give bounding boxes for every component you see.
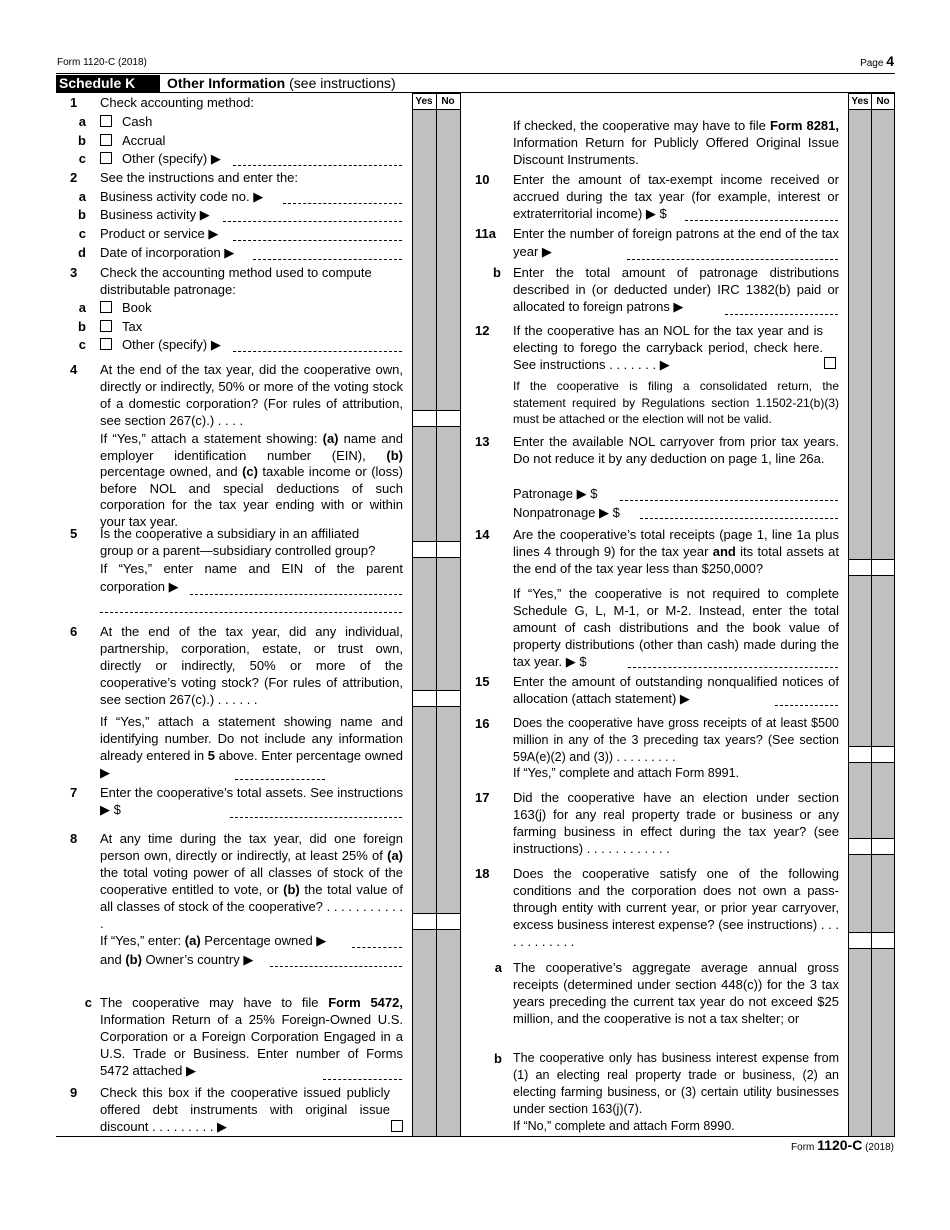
q8-text-part: the total voting power of all classes of stock of the cooperative entitled to vote, or <box>100 865 403 897</box>
footer-form-number: 1120-C <box>817 1137 863 1153</box>
page-label: Page <box>860 58 884 69</box>
footer-year: (2018) <box>865 1142 894 1153</box>
q14-no-box[interactable] <box>872 559 894 576</box>
q11a-number: 11a <box>475 226 496 241</box>
q13-nonpatronage-label: Nonpatronage ▶ $ <box>513 505 620 520</box>
q4-text <box>100 361 403 429</box>
q4-note-part: name and employer identification number (EIN), <box>100 431 403 463</box>
q18-text <box>513 865 839 950</box>
q1-accrual-checkbox[interactable] <box>100 134 112 146</box>
col-line <box>848 93 849 1136</box>
q9-checkbox[interactable] <box>391 1120 403 1132</box>
q16-yes-box[interactable] <box>849 746 871 763</box>
q16-text <box>513 715 839 766</box>
q5-number: 5 <box>70 526 78 541</box>
form-id-header: Form 1120-C (2018) <box>57 57 147 68</box>
footer-form-id <box>791 1137 894 1156</box>
q8-text-part: the total value of all classes of stock of the cooperative? <box>100 882 403 914</box>
q1-accrual-label: Accrual <box>122 133 166 148</box>
q3-other-checkbox[interactable] <box>100 338 112 350</box>
page-number-label <box>860 53 894 72</box>
q6-question: At the end of the tax year, did any individual, partnership, corporation, estate, or trust own, directly or indirectly, 50% or more of the cooperative’s voting stock? (For rules of attribution, see section 267(c).) <box>100 624 403 707</box>
q2-number: 2 <box>70 170 78 185</box>
q8-text-part: If “Yes,” enter: <box>100 933 185 948</box>
q2d-label: Date of incorporation ▶ <box>100 245 235 260</box>
q17-yes-box[interactable] <box>849 838 871 855</box>
q4-question: At the end of the tax year, did the cooperative own, directly or indirectly, 50% or more of the voting stock of a domestic corporation? (For rules of attribution, see section 267(c).) <box>100 362 403 428</box>
q8-text-part: Percentage owned ▶ <box>200 933 327 948</box>
q4-note-part: percentage owned, and <box>100 464 243 479</box>
q15-number: 15 <box>475 674 490 689</box>
q4-note-part: If “Yes,” attach a statement showing: <box>100 431 323 446</box>
q2b-letter: b <box>78 207 86 222</box>
q18-no-box[interactable] <box>872 932 894 949</box>
q17-question: Did the cooperative have an election under section 163(j) for any real property trade or business or any farming business in effect during the tax year? (see instructions) <box>513 790 839 856</box>
q12-question: If the cooperative has an NOL for the tax year and is electing to forego the carryback period, check here. See instructions <box>513 323 823 372</box>
q12-checkbox[interactable] <box>824 357 836 369</box>
schedule-title-bold: Other Information <box>167 75 286 91</box>
q2b-field[interactable] <box>223 221 402 222</box>
q8-text <box>100 830 403 932</box>
q15-field[interactable] <box>775 705 838 706</box>
leader-dots: . . . . . . . ▶ <box>609 357 670 372</box>
q8-percentage-field[interactable] <box>352 947 402 948</box>
q4-note-part: taxable income or (loss) before NOL and special deductions of such corporation for the tax year ending with or within your tax year. <box>100 464 403 529</box>
q12-number: 12 <box>475 323 490 338</box>
q5-line2: group or a parent—subsidiary controlled group? <box>100 543 376 558</box>
q18a-letter: a <box>494 960 502 975</box>
col-line <box>460 93 461 1136</box>
q17-text <box>513 789 839 857</box>
q18-number: 18 <box>475 866 490 881</box>
q16-no-box[interactable] <box>872 746 894 763</box>
q5-line1: Is the cooperative a subsidiary in an affiliated <box>100 526 360 541</box>
q3-line2: distributable patronage: <box>100 282 236 297</box>
q15-text: Enter the amount of outstanding nonqualified notices of allocation (attach statement) ▶ <box>513 674 839 706</box>
q8-ref: (b) <box>283 882 300 897</box>
q7-assets-field[interactable] <box>230 817 402 818</box>
q8-ref: (b) <box>125 952 142 967</box>
q4-note-ref: (a) <box>322 431 339 446</box>
q14-number: 14 <box>475 527 490 542</box>
q10-number: 10 <box>475 172 490 187</box>
q3-line1: Check the accounting method used to compute <box>100 265 372 280</box>
q14-text-part: its total assets at the end of the tax year less than $250,000? <box>513 544 839 576</box>
schedule-title <box>167 75 396 92</box>
q9-cont-part: Information Return for Publicly Offered Original Issue Discount Instruments. <box>513 135 839 167</box>
q16-number: 16 <box>475 716 490 731</box>
q8-text-part: At any time during the tax year, did one foreign person own, directly or indirectly, at least 25% of <box>100 831 403 863</box>
q17-no-box[interactable] <box>872 838 894 855</box>
page-number: 4 <box>886 53 894 69</box>
q3-tax-checkbox[interactable] <box>100 320 112 332</box>
q18-yes-box[interactable] <box>849 932 871 949</box>
q8-country-label <box>100 951 253 968</box>
q8-yes-box[interactable] <box>413 913 436 930</box>
q4-number: 4 <box>70 362 78 377</box>
q18b-letter: b <box>494 1051 502 1066</box>
q2a-label: Business activity code no. ▶ <box>100 189 264 204</box>
footer-form-word: Form <box>791 1142 815 1153</box>
q9-number: 9 <box>70 1085 78 1100</box>
q14-and: and <box>712 544 736 559</box>
q1b-letter: b <box>78 133 86 148</box>
q3a-letter: a <box>78 300 86 315</box>
q13-patronage-field[interactable] <box>620 500 838 501</box>
q9-question: Check this box if the cooperative issued publicly offered debt instruments with original issue discount <box>100 1085 390 1134</box>
q8-ref: (a) <box>387 848 403 863</box>
leader-dots: . . . . . . . . . . . . <box>100 899 403 931</box>
q8-percentage-label <box>100 932 326 949</box>
no-header: No <box>441 96 455 107</box>
q14-text <box>513 526 839 577</box>
q16-question: Does the cooperative have gross receipts of at least $500 million in any of the 3 preceding tax years? (See section 59A(e)(2) and (3)) <box>513 716 839 764</box>
q3-other-label: Other (specify) ▶ <box>122 337 221 352</box>
q1-other-checkbox[interactable] <box>100 152 112 164</box>
schedule-rule <box>56 92 895 93</box>
q5-name-field[interactable] <box>190 594 402 595</box>
col-line <box>436 93 437 1136</box>
q6-text <box>100 623 403 708</box>
q3-number: 3 <box>70 265 78 280</box>
q4-note-ref: (c) <box>242 464 258 479</box>
q11b-field[interactable] <box>725 314 838 315</box>
q6-note-ref: 5 <box>207 748 215 763</box>
q1-other-field[interactable] <box>233 165 402 166</box>
q6-note <box>100 713 403 781</box>
q6-no-box[interactable] <box>437 690 460 707</box>
q8c-text-part: Information Return of a 25% Foreign-Owned U.S. Corporation or a Foreign Corporation Engaged in a U.S. Trade or Business. Enter number of Forms 5472 attached ▶ <box>100 1012 403 1078</box>
leader-dots: . . . . . . . . . . . . <box>586 841 670 856</box>
col-line <box>894 93 895 1136</box>
q14-text-part: Are the cooperative’s total receipts (page 1, line 1a plus lines 4 through 9) for the tax year <box>513 527 839 559</box>
q16-note: If “Yes,” complete and attach Form 8991. <box>513 766 740 780</box>
q13-patronage-label: Patronage ▶ $ <box>513 486 598 501</box>
q5-ein-field[interactable] <box>100 612 402 613</box>
q13-number: 13 <box>475 434 490 449</box>
q4-note <box>100 431 403 530</box>
q8c-forms-field[interactable] <box>323 1079 402 1080</box>
q3b-letter: b <box>78 319 86 334</box>
q14-amount-field[interactable] <box>628 667 838 668</box>
leader-dots: . . . . . . . . . . . . <box>513 917 839 949</box>
q1a-letter: a <box>78 114 86 129</box>
q2a-field[interactable] <box>283 203 402 204</box>
header-rule <box>56 73 895 74</box>
q7-text: Enter the cooperative’s total assets. See instructions ▶ $ <box>100 785 403 817</box>
q3-other-field[interactable] <box>233 351 402 352</box>
q1-other-label: Other (specify) ▶ <box>122 151 221 166</box>
q8-ref: (a) <box>184 933 201 948</box>
q18b-text: The cooperative only has business interest expense from (1) an electing real property trade or business, (2) an electing farming business, or (3) certain utility businesses under section 163(j)(7). <box>513 1051 839 1116</box>
q8c-letter: c <box>84 995 92 1010</box>
yes-header: Yes <box>851 96 869 107</box>
schedule-subtitle: (see instructions) <box>289 75 396 91</box>
q6-yes-box[interactable] <box>413 690 436 707</box>
q8-no-box[interactable] <box>437 913 460 930</box>
leader-dots: . . . . . . . . . <box>616 750 676 764</box>
q8-text-part: Owner’s country ▶ <box>141 952 254 967</box>
q17-number: 17 <box>475 790 490 805</box>
q6-note-part: above. Enter percentage owned ▶ <box>100 748 403 780</box>
yes-header: Yes <box>415 96 433 107</box>
q6-percentage-field[interactable] <box>235 779 325 780</box>
leader-dots: . . . . . . . . . ▶ <box>152 1119 228 1134</box>
q5-yes-box[interactable] <box>413 541 436 558</box>
q12-note: If the cooperative is filing a consolidated return, the statement required by Regulations section 1.1502-21(b)(3) must be attached or the election will not be valid. <box>513 379 839 426</box>
q1-number: 1 <box>70 95 78 110</box>
q7-number: 7 <box>70 785 78 800</box>
q10-text: Enter the amount of tax-exempt income received or accrued during the tax year (for example, interest or extraterritorial income) ▶ $ <box>513 172 839 221</box>
q2d-field[interactable] <box>253 259 402 260</box>
q6-number: 6 <box>70 624 78 639</box>
q1c-letter: c <box>78 151 86 166</box>
q14-yes-box[interactable] <box>849 559 871 576</box>
col-line <box>871 93 872 1136</box>
q6-note-part: If “Yes,” attach a statement showing name and identifying number. Do not include any information already entered in <box>100 714 403 763</box>
q3c-letter: c <box>78 337 86 352</box>
q4-no-box[interactable] <box>437 410 460 427</box>
q2d-letter: d <box>78 245 86 260</box>
q8c-text <box>100 994 403 1079</box>
q8-text-part: and <box>100 952 126 967</box>
q18-question: Does the cooperative satisfy one of the following conditions and the corporation does not own a pass-through entity with current year, or prior year carryover, excess business interest expense? (see instructions) <box>513 866 839 932</box>
q11b-text: Enter the total amount of patronage distributions described in (or deducted under) IRC 1382(b) paid or allocated to foreign patrons ▶ <box>513 265 839 314</box>
q5-note: If “Yes,” enter name and EIN of the parent corporation ▶ <box>100 561 403 594</box>
q1-cash-label: Cash <box>122 114 153 129</box>
leader-dots: . . . . . . <box>217 692 258 707</box>
q18a-text: The cooperative’s aggregate average annual gross receipts (determined under section 448(c)) for the 3 tax years preceding the current tax year do not exceed $25 million, and the cooperative is not a tax shelter; or <box>513 960 839 1026</box>
q8c-text-part: The cooperative may have to file <box>100 995 329 1010</box>
q2c-letter: c <box>78 226 86 241</box>
q9-cont-form-ref: Form 8281, <box>769 118 839 133</box>
q4-note-ref: (b) <box>386 447 403 463</box>
q18-note: If “No,” complete and attach Form 8990. <box>513 1119 735 1133</box>
q13-nonpatronage-field[interactable] <box>640 518 838 519</box>
no-header: No <box>876 96 890 107</box>
q5-no-box[interactable] <box>437 541 460 558</box>
q1-cash-checkbox[interactable] <box>100 115 112 127</box>
col-line <box>412 93 413 1136</box>
q11a-field[interactable] <box>627 259 838 260</box>
q13-text: Enter the available NOL carryover from prior tax years. Do not reduce it by any deduction on page 1, line 26a. <box>513 434 839 466</box>
q12-text <box>513 322 823 373</box>
q8-country-field[interactable] <box>270 966 402 967</box>
q2-text: See the instructions and enter the: <box>100 170 299 185</box>
q2b-label: Business activity ▶ <box>100 207 210 222</box>
q9-continued-text <box>513 117 839 168</box>
q2c-field[interactable] <box>233 240 402 241</box>
q2a-letter: a <box>78 189 86 204</box>
q9-cont-part: If checked, the cooperative may have to file <box>513 118 770 133</box>
schedule-label: Schedule K <box>56 75 160 92</box>
q3-book-label: Book <box>122 300 152 315</box>
q8-number: 8 <box>70 831 78 846</box>
q1-text: Check accounting method: <box>100 95 254 110</box>
leader-dots: . . . . <box>217 413 244 428</box>
q4-yes-box[interactable] <box>413 410 436 427</box>
q11a-text: Enter the number of foreign patrons at the end of the tax year ▶ <box>513 226 839 259</box>
q9-text <box>100 1084 390 1135</box>
q3-book-checkbox[interactable] <box>100 301 112 313</box>
q10-amount-field[interactable] <box>685 220 838 221</box>
q11b-letter: b <box>493 265 501 280</box>
footer-rule <box>56 1136 895 1137</box>
q3-tax-label: Tax <box>122 319 143 334</box>
q14-note: If “Yes,” the cooperative is not required to complete Schedule G, L, M-1, or M-2. Instead, enter the total amount of cash distributions and the book value of property distributions (other than cash) made during the tax year. ▶ $ <box>513 586 839 669</box>
q2c-label: Product or service ▶ <box>100 226 219 241</box>
q8c-form-ref: Form 5472, <box>328 995 403 1010</box>
